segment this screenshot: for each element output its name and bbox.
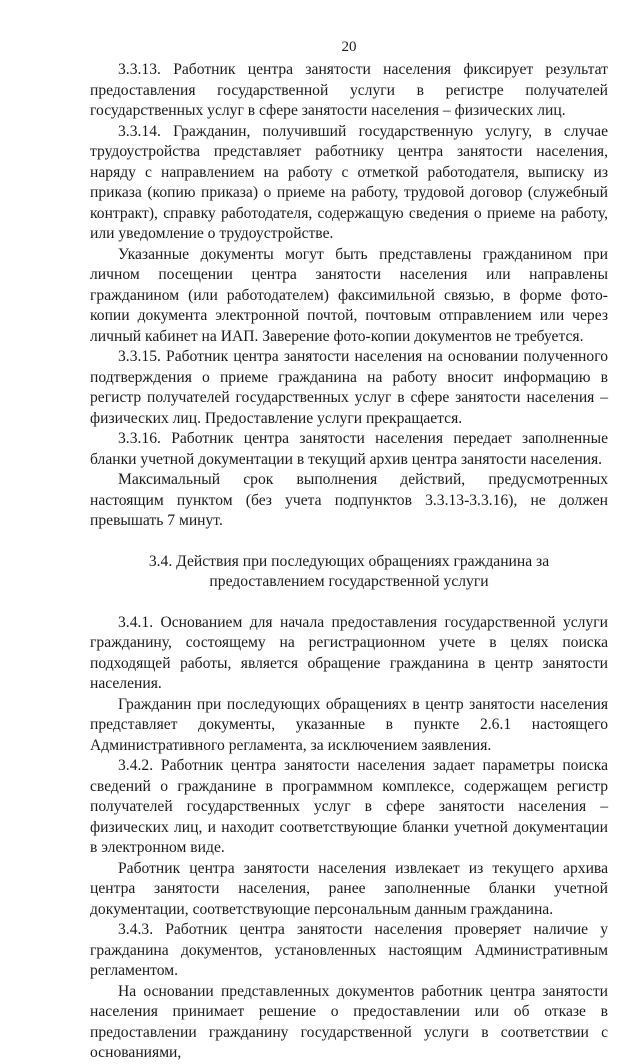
paragraph-documents-submission: Указанные документы могут быть представлены гражданином при личном посещении центра занятости населения или направлены гражданином (или работодателем) факсимильной связью, в форме фото-копии документа электронной почтой, почтовым отправлением или через личный кабинет на ИАП. Заверение фото-копии документов не требуется.: [90, 245, 608, 345]
paragraph-3-4-2: 3.4.2. Работник центра занятости населения задает параметры поиска сведений о гражданине в программном комплексе, содержащем регистр получателей государственных услуг в сфере занятости населения – физических лиц, и находит соответствующие бланки учетной документации в электронном виде.: [90, 757, 608, 856]
document-page: [90, 38, 608, 1064]
paragraph-3-3-16: 3.3.16. Работник центра занятости населения передает заполненные бланки учетной документации в текущий архив центра занятости населения.: [90, 430, 608, 468]
section-heading-3-4: 3.4. Действия при последующих обращениях гражданина за предоставлением государственной услуги: [148, 552, 550, 590]
paragraph-3-3-15: 3.3.15. Работник центра занятости населения на основании полученного подтверждения о приеме гражданина на работу вносит информацию в регистр получателей государственных услуг в сфере занятости населения – физических лиц. Предоставление услуги прекращается.: [90, 348, 608, 427]
paragraph-3-3-13: 3.3.13. Работник центра занятости населения фиксирует результат предоставления государственной услуги в регистре получателей государственных услуг в сфере занятости населения – физических лиц.: [90, 61, 608, 119]
paragraph-repeat-visits: Гражданин при последующих обращениях в центр занятости населения представляет документы, указанные в пункте 2.6.1 настоящего Административного регламента, за исключением заявления.: [90, 695, 608, 754]
paragraph-max-time: Максимальный срок выполнения действий, предусмотренных настоящим пунктом (без учета подпунктов 3.3.13-3.3.16), не должен превышать 7 минут.: [90, 471, 608, 529]
page-number: 20: [341, 39, 357, 55]
paragraph-decision: На основании представленных документов работник центра занятости населения принимает решение о предоставлении или об отказе в предоставлении гражданину государственной услуги в соответствии с основаниями,: [90, 982, 608, 1061]
paragraph-3-4-1: 3.4.1. Основанием для начала предоставления государственной услуги гражданину, состоящему на регистрационном учете в целях поиска подходящей работы, является обращение гражданина в центр занятости населения.: [90, 613, 608, 692]
paragraph-3-3-14: 3.3.14. Гражданин, получивший государственную услугу, в случае трудоустройства представляет работнику центра занятости населения, наряду с направлением на работу с отметкой работодателя, выписку из приказа (копию приказа) о приеме на работу, трудовой договор (служебный контракт), справку работодателя, содержащую сведения о приеме на работу, или уведомление о трудоустройстве.: [90, 122, 608, 242]
paragraph-3-4-3: 3.4.3. Работник центра занятости населения проверяет наличие у гражданина документов, установленных настоящим Административным регламентом.: [90, 921, 608, 979]
paragraph-archive-extract: Работник центра занятости населения извлекает из текущего архива центра занятости населения, ранее заполненные бланки учетной документации, соответствующие персональным данным гражданина.: [90, 859, 608, 918]
